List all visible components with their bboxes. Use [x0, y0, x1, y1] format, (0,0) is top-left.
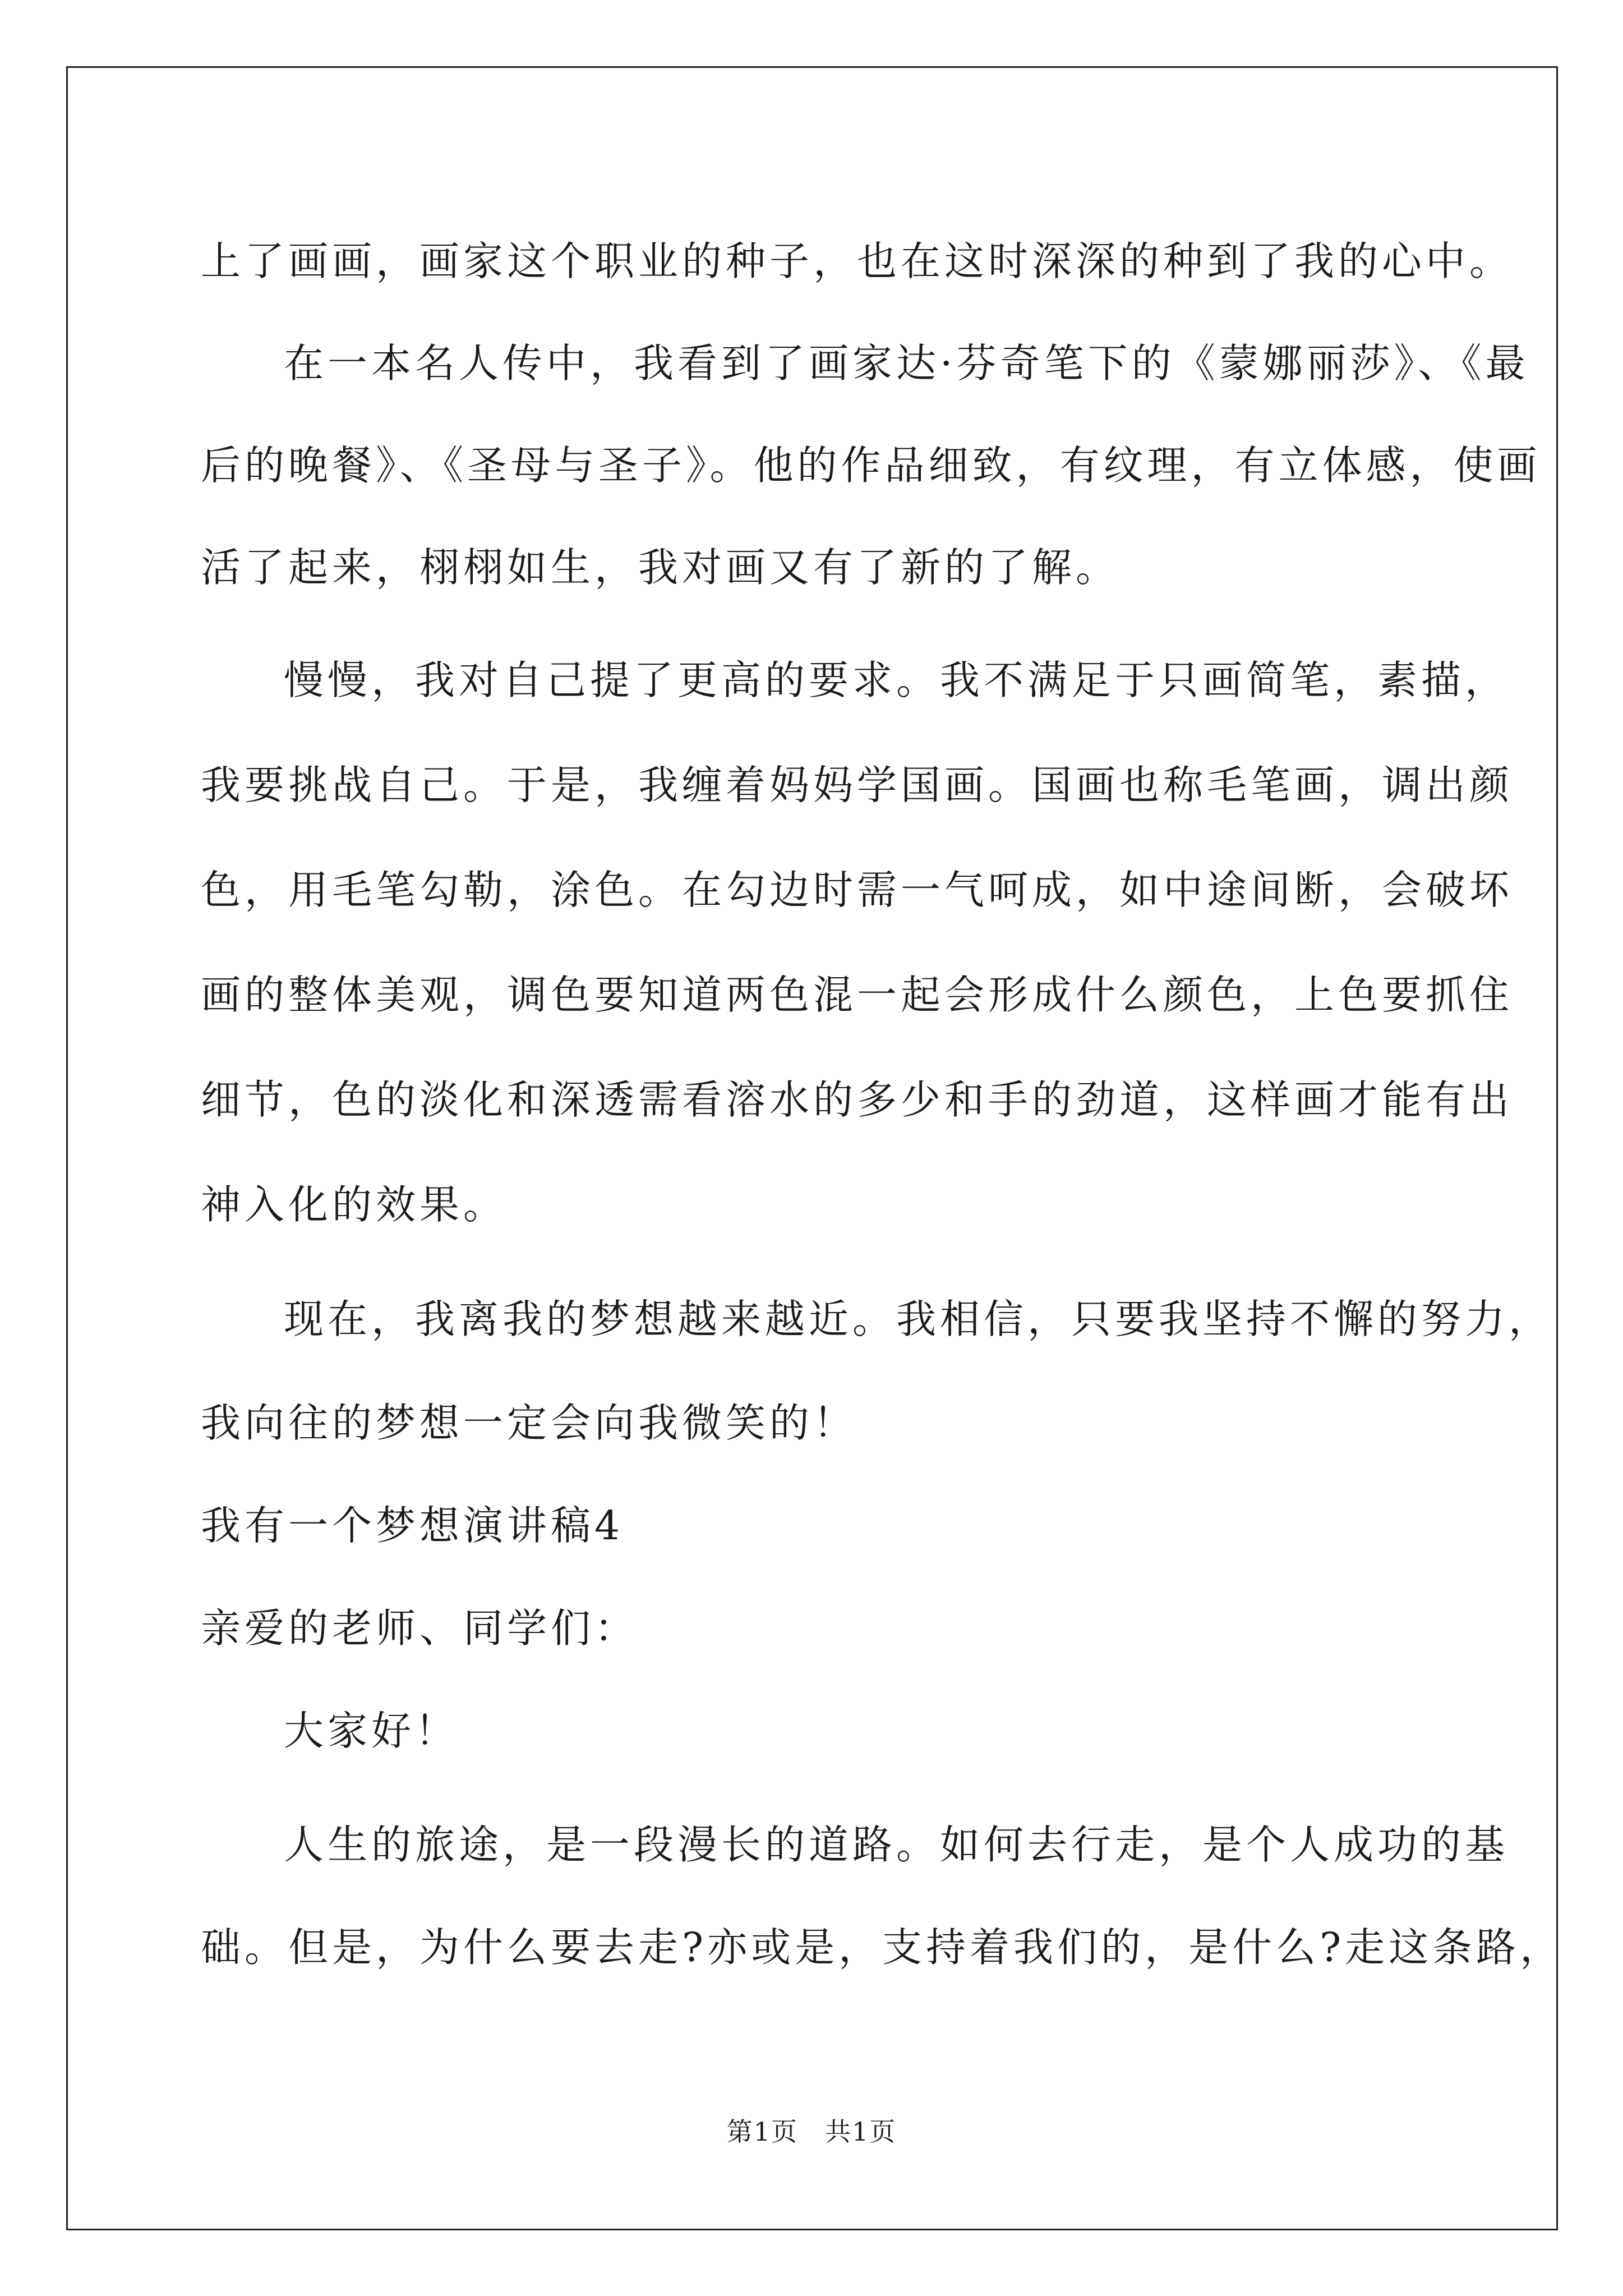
- page-footer: 第1页 共1页: [726, 2116, 897, 2147]
- text-line: 慢慢，我对自己提了更高的要求。我不满足于只画简笔，素描，: [284, 657, 1509, 703]
- text-line: 细节，色的淡化和深透需看溶水的多少和手的劲道，这样画才能有出: [201, 1076, 1514, 1123]
- text-line: 我向往的梦想一定会向我微笑的！: [201, 1400, 857, 1446]
- text-line: 后的晚餐》、《圣母与圣子》。他的作品细致，有纹理，有立体感，使画: [201, 442, 1541, 489]
- salutation: 亲爱的老师、同学们：: [201, 1605, 639, 1651]
- page-border: [66, 66, 1558, 2230]
- section-heading: 我有一个梦想演讲稿4: [201, 1502, 624, 1549]
- text-line: 现在，我离我的梦想越来越近。我相信，只要我坚持不懈的努力，: [284, 1296, 1553, 1342]
- text-line: 础。但是，为什么要去走?亦或是，支持着我们的，是什么?走这条路，: [201, 1924, 1564, 1971]
- text-line: 神入化的效果。: [201, 1181, 508, 1228]
- text-line: 活了起来，栩栩如生，我对画又有了新的了解。: [201, 544, 1120, 591]
- text-line: 上了画画，画家这个职业的种子，也在这时深深的种到了我的心中。: [201, 238, 1514, 284]
- text-line: 在一本名人传中，我看到了画家达·芬奇笔下的《蒙娜丽莎》、《最: [284, 340, 1529, 386]
- text-line: 画的整体美观，调色要知道两色混一起会形成什么颜色，上色要抓住: [201, 972, 1514, 1018]
- text-line: 人生的旅途，是一段漫长的道路。如何去行走，是个人成功的基: [284, 1821, 1509, 1868]
- text-line: 我要挑战自己。于是，我缠着妈妈学国画。国画也称毛笔画，调出颜: [201, 762, 1514, 808]
- text-line: 色，用毛笔勾勒，涂色。在勾边时需一气呵成，如中途间断，会破坏: [201, 867, 1514, 913]
- greeting: 大家好！: [284, 1708, 459, 1754]
